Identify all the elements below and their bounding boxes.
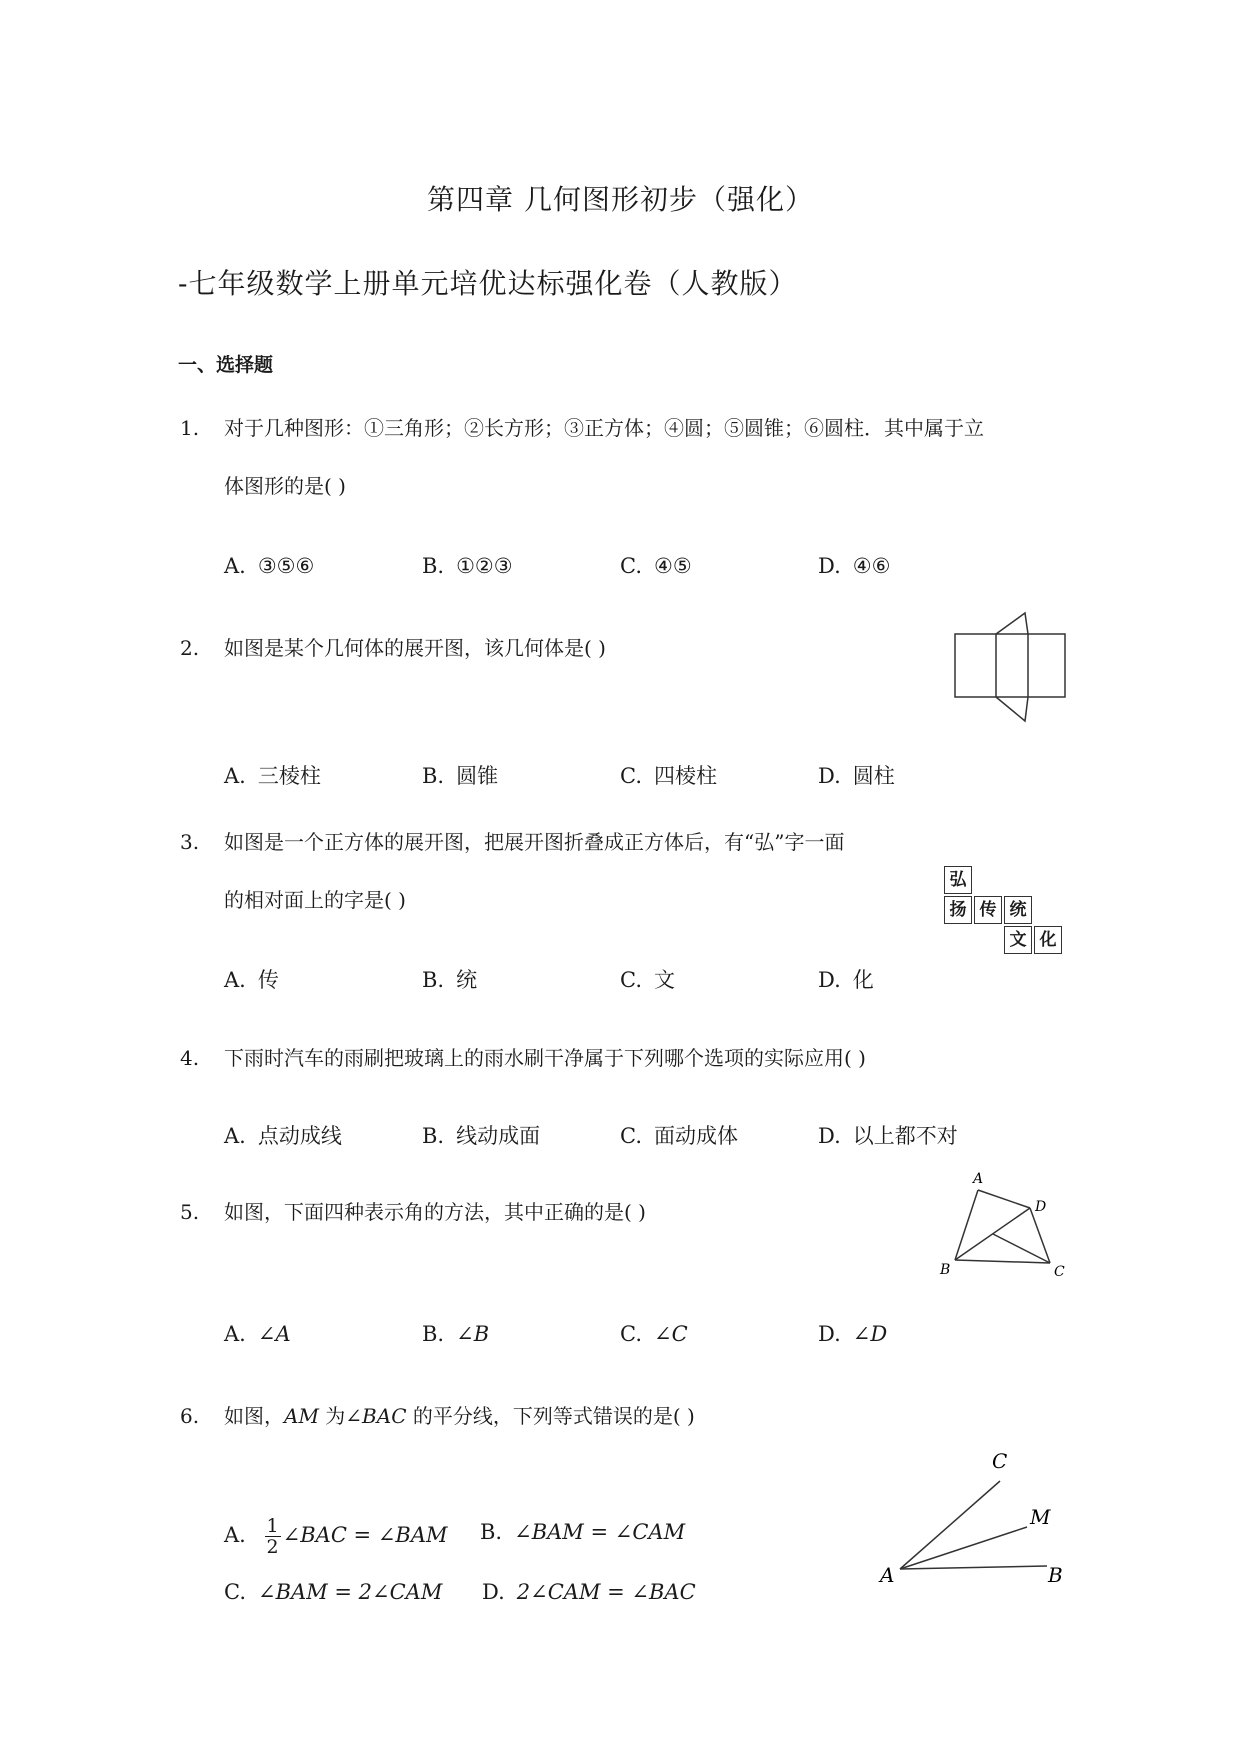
question-number: 5. bbox=[180, 1200, 200, 1224]
cube-face: 文 bbox=[1004, 926, 1032, 954]
point-label-c: C bbox=[992, 1449, 1008, 1473]
option-a[interactable]: A. ③⑤⑥ bbox=[224, 554, 315, 578]
option-a[interactable]: A. $\frac{1}{2}$ ∠BAC = ∠BAM bbox=[224, 1515, 448, 1558]
option-d[interactable]: D. 2∠CAM = ∠BAC bbox=[482, 1580, 696, 1604]
vertex-label-d: D bbox=[1035, 1199, 1047, 1215]
point-label-m: M bbox=[1030, 1505, 1051, 1529]
page-subtitle: -七年级数学上册单元培优达标强化卷（人教版） bbox=[178, 267, 798, 300]
option-d[interactable]: D. 以上都不对 bbox=[818, 1124, 958, 1148]
option-d[interactable]: D. 化 bbox=[818, 968, 874, 992]
option-d[interactable]: D. ④⑥ bbox=[818, 554, 891, 578]
option-a[interactable]: A. 点动成线 bbox=[224, 1124, 342, 1148]
question-text: 下雨时汽车的雨刷把玻璃上的雨水刷干净属于下列哪个选项的实际应用( ) bbox=[224, 1046, 866, 1070]
option-a[interactable]: A. 传 bbox=[224, 968, 279, 992]
option-c[interactable]: C. ∠BAM = 2∠CAM bbox=[224, 1580, 443, 1604]
question-text: 如图，AM 为∠BAC 的平分线，下列等式错误的是( ) bbox=[224, 1404, 695, 1428]
question-number: 6. bbox=[180, 1404, 200, 1428]
question-text: 如图，下面四种表示角的方法，其中正确的是( ) bbox=[224, 1200, 646, 1224]
question-number: 3. bbox=[180, 830, 200, 854]
point-label-a: A bbox=[880, 1563, 895, 1587]
option-b[interactable]: B. 统 bbox=[422, 968, 478, 992]
option-c[interactable]: C. ④⑤ bbox=[620, 554, 692, 578]
option-d[interactable]: D. 圆柱 bbox=[818, 764, 895, 788]
question-text-cont: 的相对面上的字是( ) bbox=[224, 888, 406, 912]
question-text: 如图是一个正方体的展开图，把展开图折叠成正方体后，有“弘”字一面 bbox=[224, 830, 845, 854]
cube-face: 统 bbox=[1004, 896, 1032, 924]
fraction-half: $\frac{1}{2}$ bbox=[266, 1515, 279, 1558]
question-number: 1. bbox=[180, 416, 200, 440]
angle-bisector-figure bbox=[872, 1444, 1072, 1589]
question-text-cont: 体图形的是( ) bbox=[224, 474, 346, 498]
option-a[interactable]: A. 三棱柱 bbox=[224, 764, 321, 788]
option-c[interactable]: C. 文 bbox=[620, 968, 675, 992]
vertex-label-c: C bbox=[1054, 1264, 1065, 1280]
section-heading: 一、选择题 bbox=[178, 354, 274, 376]
question-number: 2. bbox=[180, 636, 200, 660]
option-c[interactable]: C. 四棱柱 bbox=[620, 764, 717, 788]
question-number: 4. bbox=[180, 1046, 200, 1070]
option-d[interactable]: D. ∠D bbox=[818, 1322, 888, 1346]
option-b[interactable]: B. 线动成面 bbox=[422, 1124, 541, 1148]
prism-net-figure bbox=[950, 610, 1070, 725]
option-b[interactable]: B. 圆锥 bbox=[422, 764, 499, 788]
question-text: 如图是某个几何体的展开图，该几何体是( ) bbox=[224, 636, 606, 660]
option-b[interactable]: B. ∠BAM = ∠CAM bbox=[480, 1520, 686, 1544]
cube-face: 扬 bbox=[944, 896, 972, 924]
option-c[interactable]: C. ∠C bbox=[620, 1322, 688, 1346]
cube-face: 化 bbox=[1034, 926, 1062, 954]
option-b[interactable]: B. ∠B bbox=[422, 1322, 490, 1346]
option-b[interactable]: B. ①②③ bbox=[422, 554, 513, 578]
option-c[interactable]: C. 面动成体 bbox=[620, 1124, 738, 1148]
vertex-label-a: A bbox=[973, 1171, 984, 1187]
point-label-b: B bbox=[1048, 1563, 1063, 1587]
question-text: 对于几种图形：①三角形；②长方形；③正方体；④圆；⑤圆锥；⑥圆柱．其中属于立 bbox=[224, 416, 984, 440]
vertex-label-b: B bbox=[940, 1262, 951, 1278]
page-title: 第四章 几何图形初步（强化） bbox=[427, 183, 814, 216]
cube-face: 弘 bbox=[944, 866, 972, 894]
option-a[interactable]: A. ∠A bbox=[224, 1322, 291, 1346]
triangle-figure bbox=[940, 1168, 1070, 1280]
cube-face: 传 bbox=[974, 896, 1002, 924]
